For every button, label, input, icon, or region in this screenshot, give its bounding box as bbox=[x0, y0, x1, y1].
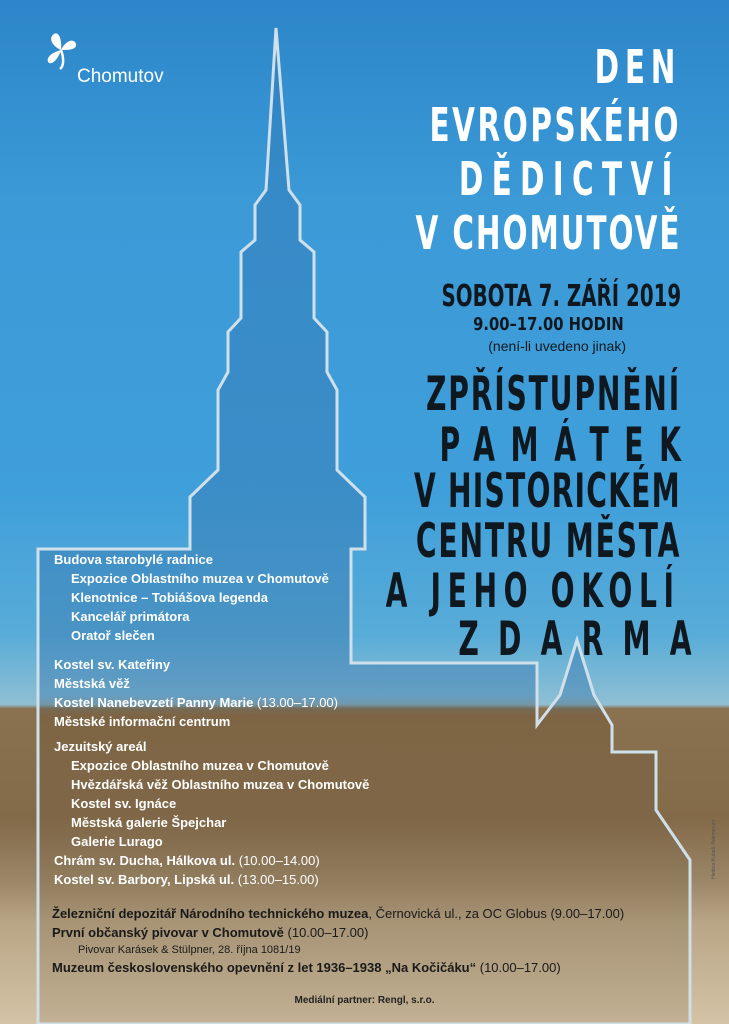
list-item: Městská galerie Špejchar bbox=[71, 815, 227, 830]
headline-line-2: EVROPSKÉHO bbox=[429, 98, 681, 152]
list-item-label: Kostel sv. Barbory, Lipská ul. bbox=[54, 872, 235, 887]
event-hours: 9.00–17.00 HODIN bbox=[473, 314, 624, 335]
headline-line-1: DEN bbox=[594, 40, 681, 94]
headline-line-4: V CHOMUTOVĚ bbox=[415, 206, 681, 260]
list-item: Městská věž bbox=[54, 676, 130, 691]
headline-line-3: DĚDICTVÍ bbox=[459, 152, 681, 206]
design-credit: Hedera Kubeš, Ademerum bbox=[711, 820, 717, 879]
venue-name: Muzeum československého opevnění z let 1936–1938 „Na Kočičáku“ bbox=[52, 960, 477, 975]
title-line-2: PAMÁTEK bbox=[439, 418, 697, 473]
list-item: Galerie Lurago bbox=[71, 834, 163, 849]
group-jezuitsky bbox=[54, 737, 369, 889]
list-item: Expozice Oblastního muzea v Chomutově bbox=[71, 758, 329, 773]
group-radnice bbox=[54, 550, 329, 645]
list-item: Hvězdářská věž Oblastního muzea v Chomutově bbox=[71, 777, 370, 792]
hours-note: (není-li uvedeno jinak) bbox=[488, 338, 626, 354]
title-line-4: CENTRU MĚSTA bbox=[415, 514, 681, 569]
list-item-note: (13.00–17.00) bbox=[257, 695, 338, 710]
venue-name: Železniční depozitář Národního technického muzea bbox=[52, 906, 369, 921]
list-item bbox=[54, 851, 369, 870]
logo-text: Chomutov bbox=[77, 66, 164, 87]
list-item: Klenotnice – Tobiášova legenda bbox=[71, 590, 268, 605]
media-partner: Mediální partner: Rengl, s.r.o. bbox=[294, 995, 435, 1006]
venue-detail: (10.00–17.00) bbox=[283, 925, 369, 940]
list-item: Oratoř slečen bbox=[71, 628, 155, 643]
list-item-label: Kostel Nanebevzetí Panny Marie bbox=[54, 695, 254, 710]
group-head: Budova starobylé radnice bbox=[54, 552, 213, 567]
group-katerina bbox=[54, 655, 338, 731]
venue-line bbox=[52, 904, 624, 923]
event-date: SOBOTA 7. ZÁŘÍ 2019 bbox=[441, 279, 681, 314]
title-line-1: ZPŘÍSTUPNĚNÍ bbox=[426, 367, 681, 422]
title-line-5: A JEHO OKOLÍ bbox=[386, 564, 681, 619]
venue-line bbox=[52, 923, 624, 942]
list-item-note: (10.00–14.00) bbox=[238, 853, 320, 868]
list-item bbox=[54, 870, 369, 889]
group-head: Kostel sv. Kateřiny bbox=[54, 657, 171, 672]
venue-detail: , Černovická ul., za OC Globus (9.00–17.00) bbox=[368, 906, 625, 921]
title-line-6: ZDARMA bbox=[458, 612, 711, 667]
group-head: Jezuitský areál bbox=[54, 739, 147, 754]
extra-venues bbox=[52, 904, 624, 977]
list-item-label: Chrám sv. Ducha, Hálkova ul. bbox=[54, 853, 236, 868]
chomutov-logo-icon bbox=[44, 30, 78, 75]
venue-subline: Pivovar Karásek & Stülpner, 28. října 1081/19 bbox=[78, 944, 301, 956]
venue-name: První občanský pivovar v Chomutově bbox=[52, 925, 284, 940]
list-item: Městské informační centrum bbox=[54, 714, 231, 729]
venue-line bbox=[52, 958, 624, 977]
title-line-3: V HISTORICKÉM bbox=[414, 464, 681, 519]
list-item bbox=[54, 693, 338, 712]
list-item-note: (13.00–15.00) bbox=[237, 872, 319, 887]
list-item: Expozice Oblastního muzea v Chomutově bbox=[71, 571, 329, 586]
list-item: Kostel sv. Ignáce bbox=[71, 796, 177, 811]
venue-detail: (10.00–17.00) bbox=[476, 960, 561, 975]
list-item: Kancelář primátora bbox=[71, 609, 190, 624]
